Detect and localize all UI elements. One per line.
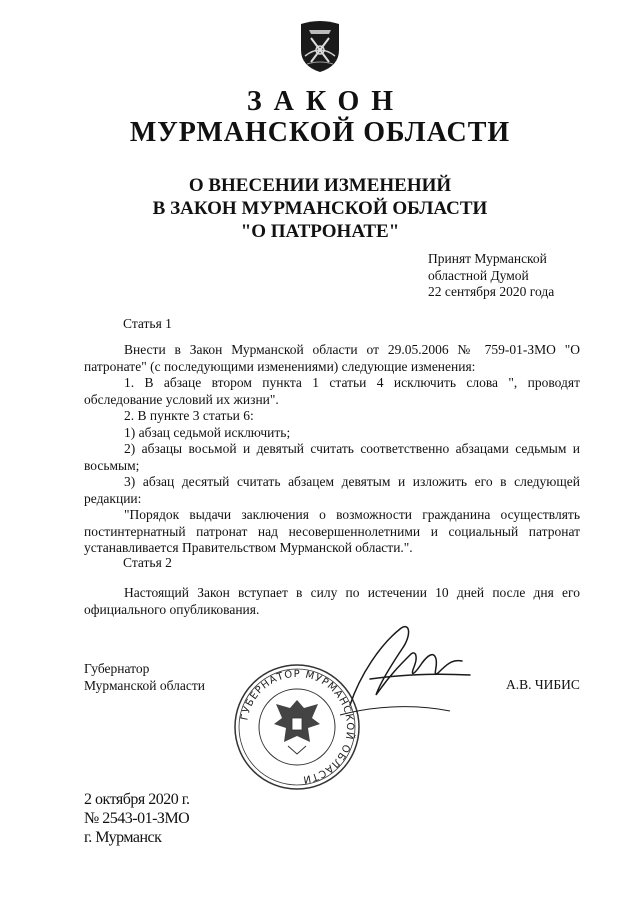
handwritten-signature [330,615,475,725]
adoption-line: областной Думой [428,267,529,283]
coat-of-arms-icon [297,16,343,74]
article-1-body [84,342,580,557]
article-1-heading: Статья 1 [123,316,172,331]
law-title-line: В ЗАКОН МУРМАНСКОЙ ОБЛАСТИ [152,198,488,219]
region-heading: МУРМАНСКОЙ ОБЛАСТИ [129,117,511,148]
adoption-note [428,251,554,301]
adoption-line: 22 сентября 2020 года [428,284,555,299]
paragraph: 3) абзац десятый считать абзацем девятым и изложить его в следующей редакции: [84,474,580,506]
paragraph: 1. В абзаце втором пункта 1 статьи 4 исключить слова ", проводят обследование условий их жизни". [84,375,580,407]
paragraph: 1) абзац седьмой исключить; [124,424,291,440]
law-title-line: О ВНЕСЕНИИ ИЗМЕНЕНИЙ [188,175,452,196]
law-title-line: "О ПАТРОНАТЕ" [240,221,400,242]
signing-date: 2 октября 2020 г. [84,791,190,808]
article-2-heading: Статья 2 [123,555,172,570]
signatory-title-line: Губернатор [84,661,150,676]
paragraph: "Порядок выдачи заключения о возможности гражданина осуществлять постинтернатный патронат над несовершеннолетними и социальный патронат устанавливается Правительством Мурманской области.". [84,507,580,555]
seal-text: ГУБЕРНАТОР МУРМАНСКОЙ ОБЛАСТИ [239,668,356,785]
signatory-title [84,661,205,694]
signing-city: г. Мурманск [84,829,162,846]
article-2-body [84,585,580,618]
paragraph: Внести в Закон Мурманской области от 29.05.2006 № 759-01-ЗМО "О патронате" (с последующими изменениями) следующие изменения: [84,342,580,374]
signer-name: А.В. ЧИБИС [506,677,580,692]
adoption-line: Принят Мурманской [428,251,547,266]
document-footer [84,790,189,847]
law-number: № 2543-01-ЗМО [84,810,190,827]
paragraph: Настоящий Закон вступает в силу по истечении 10 дней после дня его официального опубликования. [84,585,580,617]
paragraph: 2. В пункте 3 статьи 6: [124,408,254,423]
law-title [0,174,640,243]
paragraph: 2) абзацы восьмой и девятый считать соответственно абзацами седьмым и восьмым; [84,441,580,473]
document-type-heading: ЗАКОН [246,86,406,117]
signatory-title-line: Мурманской области [84,677,205,693]
